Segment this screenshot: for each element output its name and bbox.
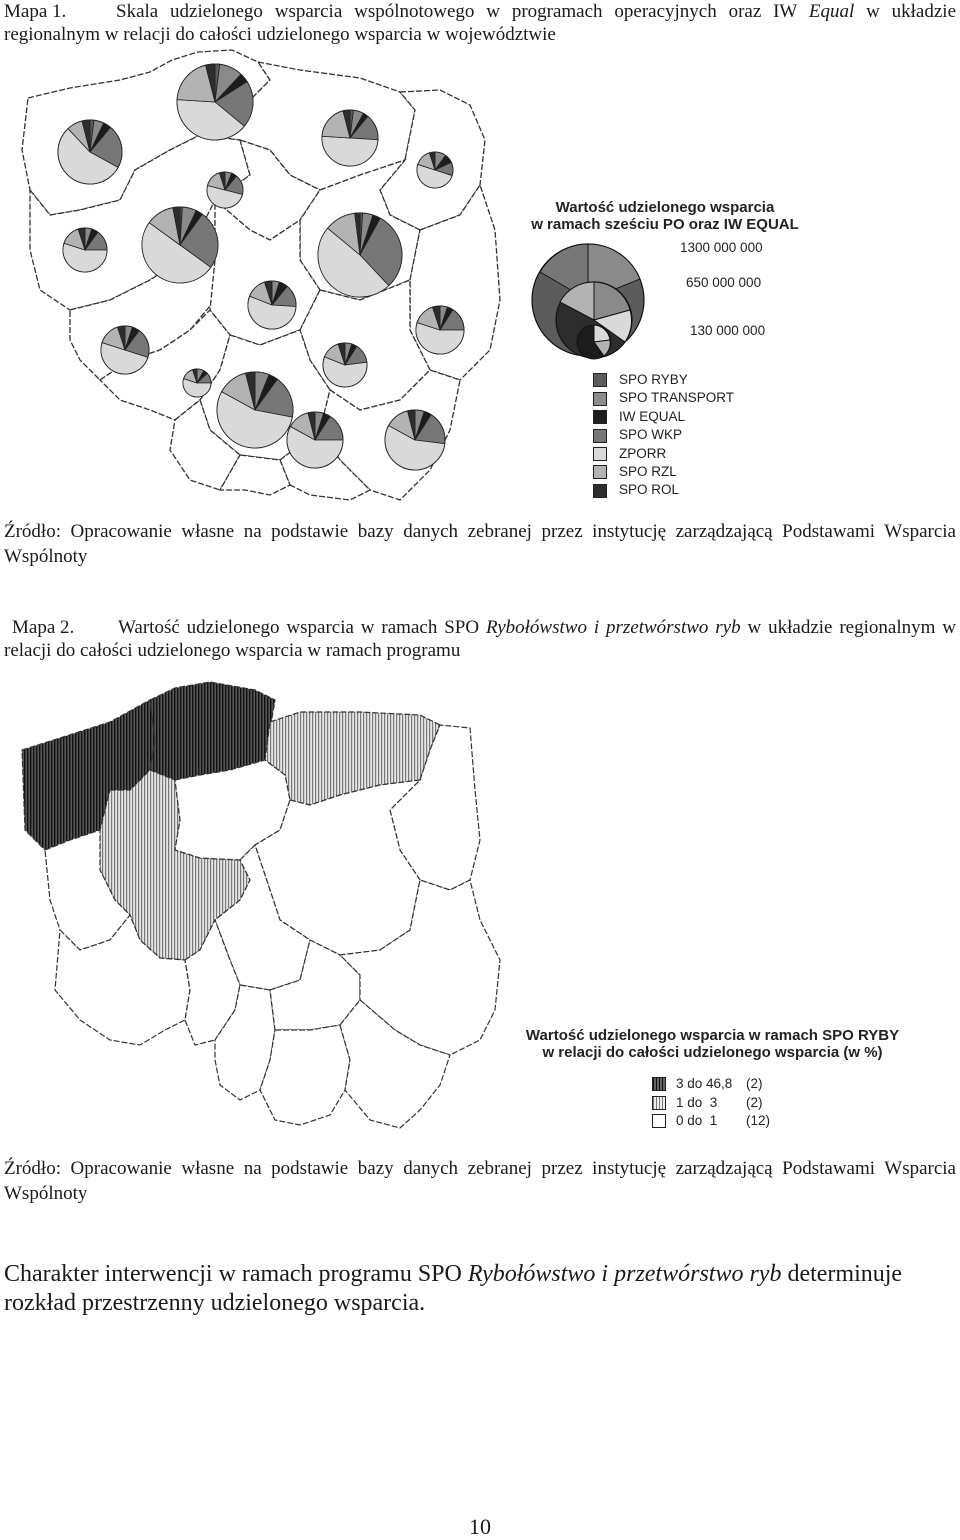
map2-legend-title [520, 1027, 905, 1061]
body-paragraph [4, 1260, 956, 1318]
legend-count: (2) [746, 1076, 763, 1091]
legend-range: 3 do 46,8 [676, 1076, 733, 1091]
map1-legend-title-line2: w ramach sześciu PO oraz IW EQUAL [531, 216, 799, 233]
body-text-start: Charakter interwencji w ramach programu SPO [4, 1261, 468, 1287]
map2-legend-item [652, 1076, 770, 1095]
map1-caption-text-end: w układzie regionalnym w relacji do całości udzielonego wsparcia w województwie [4, 1, 957, 45]
size-label-small: 130 000 000 [690, 323, 766, 338]
region-malopolskie [260, 1025, 350, 1125]
map2-legend-title-line1: Wartość udzielonego wsparcia w ramach SPO RYBY [525, 1027, 900, 1044]
legend-count: (12) [746, 1113, 771, 1128]
map2-legend-title-line2: w relacji do całości udzielonego wsparcia (w %) [542, 1044, 883, 1061]
map2-legend-item [652, 1113, 770, 1132]
legend-swatch [652, 1077, 666, 1091]
map2-label: Mapa 2. [12, 617, 75, 638]
body-text-emphasis: Rybołówstwo i przetwórstwo ryb [467, 1261, 782, 1287]
legend-label: ZPORR [619, 445, 667, 461]
map1-label: Mapa 1. [4, 1, 67, 22]
page-number: 10 [469, 1514, 491, 1539]
size-label-large: 1300 000 000 [680, 240, 763, 255]
map1-legend-title-line1: Wartość udzielonego wsparcia [555, 199, 775, 216]
map1-source: Źródło: Opracowanie własne na podstawie bazy danych zebranej przez instytucję zarządzającą Podstawami Wsparcia Wspólnoty [4, 521, 956, 567]
legend-label: SPO TRANSPORT [619, 390, 735, 406]
legend-label: SPO RZL [619, 463, 677, 479]
map2-caption-emphasis: Rybołówstwo i przetwórstwo ryb [485, 617, 741, 638]
map2-class-legend [652, 1076, 770, 1132]
legend-swatch [652, 1114, 666, 1128]
map2-caption-text-end: w układzie regionalnym w relacji do całości udzielonego wsparcia w ramach programu [4, 617, 956, 661]
legend-label: IW EQUAL [619, 408, 686, 424]
legend-label: SPO WKP [619, 427, 683, 443]
map2-regions [22, 682, 500, 1128]
legend-count: (2) [746, 1094, 763, 1110]
legend-label: SPO ROL [619, 482, 680, 498]
legend-range: 1 do 3 [676, 1094, 718, 1110]
map2-source: Źródło: Opracowanie własne na podstawie bazy danych zebranej przez instytucję zarządzającą Podstawami Wsparcia Wspólnoty [4, 1158, 956, 1204]
body-text-end: determinuje rozkład przestrzenny udzielonego wsparcia. [4, 1261, 903, 1316]
map1-caption-text: Skala udzielonego wsparcia wspólnotowego w programach operacyjnych oraz IW [116, 1, 809, 22]
size-label-medium: 650 000 000 [686, 275, 762, 290]
legend-swatch [652, 1096, 666, 1110]
map1-caption-emphasis: Equal [808, 1, 855, 22]
legend-range: 0 do 1 [676, 1113, 718, 1128]
legend-label: SPO RYBY [619, 372, 688, 387]
map2-legend-item [652, 1095, 770, 1114]
map2-caption-text: Wartość udzielonego wsparcia w ramach SPO [118, 617, 486, 638]
